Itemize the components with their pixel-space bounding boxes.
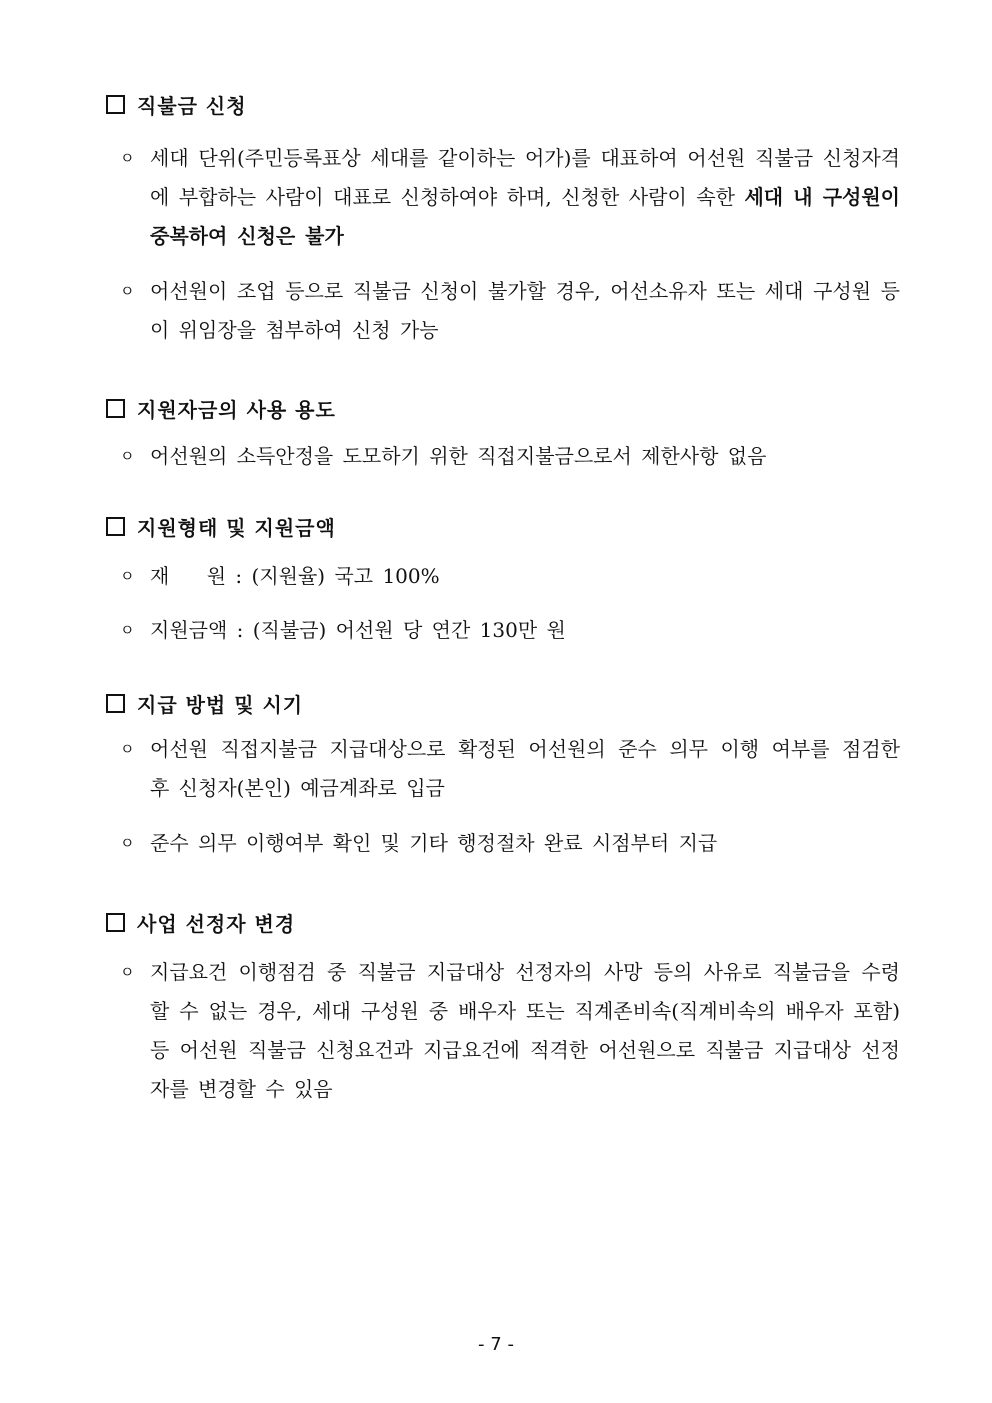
list-item-text: 어선원 직접지불금 지급대상으로 확정된 어선원의 준수 의무 이행 여부를 점검한 후 신청자(본인) 예금계좌로 입금	[150, 737, 900, 800]
checkbox-square-icon	[106, 517, 125, 536]
bullet-circle-icon: ㅇ	[120, 963, 135, 981]
checkbox-square-icon	[106, 95, 125, 114]
section-heading	[106, 393, 906, 423]
section-heading-text: 사업 선정자 변경	[137, 911, 296, 936]
section-support-amount	[106, 511, 906, 642]
bullet-circle-icon: ㅇ	[120, 834, 135, 852]
section-usage	[106, 393, 906, 468]
emphasis-text: 세대 내 구성원이 중복하여 신청은 불가	[150, 185, 900, 248]
list-item	[120, 139, 900, 256]
checkbox-square-icon	[106, 913, 125, 932]
section-payment-method	[106, 688, 906, 855]
list-item-text: 어선원의 소득안정을 도모하기 위한 직접지불금으로서 제한사항 없음	[150, 444, 767, 468]
section-heading	[106, 907, 906, 937]
list-item	[120, 557, 900, 596]
list-item	[120, 272, 900, 350]
section-heading-text: 지급 방법 및 시기	[137, 692, 304, 717]
section-heading-text: 직불금 신청	[137, 93, 247, 118]
list-item-text: 세대 단위(주민등록표상 세대를 같이하는 어가)를 대표하여 어선원 직불금 신청자격에 부합하는 사람이 대표로 신청하여야 하며, 신청한 사람이 속한 세대 내 구성원이 중복하여 신청은 불가	[150, 146, 900, 248]
bullet-circle-icon: ㅇ	[120, 621, 135, 639]
bullet-circle-icon: ㅇ	[120, 282, 135, 300]
list-item	[120, 824, 900, 863]
section-heading	[106, 688, 906, 718]
section-selectee-change	[106, 907, 906, 1101]
list-item	[120, 437, 900, 476]
page-number: - 7 -	[478, 1334, 514, 1355]
checkbox-square-icon	[106, 694, 125, 713]
section-heading-text: 지원형태 및 지원금액	[137, 515, 336, 540]
bullet-circle-icon: ㅇ	[120, 567, 135, 585]
bullet-circle-icon: ㅇ	[120, 447, 135, 465]
section-heading	[106, 511, 906, 541]
bullet-circle-icon: ㅇ	[120, 740, 135, 758]
section-application	[106, 89, 906, 342]
section-heading-text: 지원자금의 사용 용도	[137, 397, 336, 422]
list-item-text: 지원금액 : (직불금) 어선원 당 연간 130만 원	[150, 618, 566, 642]
bullet-circle-icon: ㅇ	[120, 149, 135, 167]
list-item-text: 준수 의무 이행여부 확인 및 기타 행정절차 완료 시점부터 지급	[150, 831, 718, 855]
list-item-text: 지급요건 이행점검 중 직불금 지급대상 선정자의 사망 등의 사유로 직불금을 수령할 수 없는 경우, 세대 구성원 중 배우자 또는 직계존비속(직계비속의 배우자 포함) 등 어선원 직불금 신청요건과 지급요건에 적격한 어선원으로 직불금 지급대상 선정자를 변경할 수 있음	[150, 960, 900, 1101]
list-item	[120, 953, 900, 1109]
section-heading	[106, 89, 906, 119]
list-item-text: 재 원 : (지원율) 국고 100%	[150, 564, 440, 588]
list-item	[120, 730, 900, 808]
list-item	[120, 611, 900, 650]
checkbox-square-icon	[106, 399, 125, 418]
list-item-text: 어선원이 조업 등으로 직불금 신청이 불가할 경우, 어선소유자 또는 세대 구성원 등이 위임장을 첨부하여 신청 가능	[150, 279, 900, 342]
